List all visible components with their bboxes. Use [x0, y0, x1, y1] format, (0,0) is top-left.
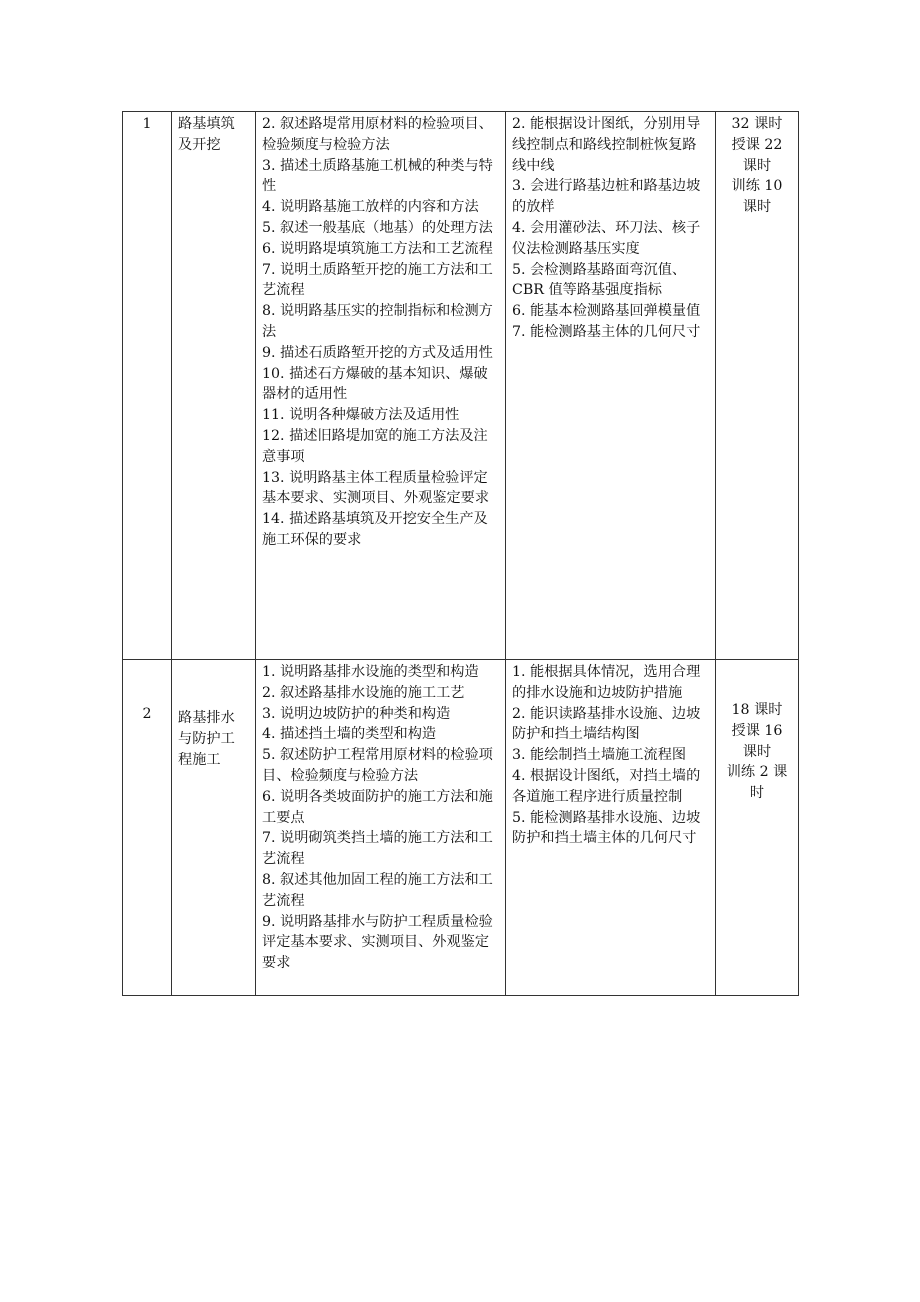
knowledge-item: 8. 叙述其他加固工程的施工方法和工艺流程 — [262, 871, 493, 909]
hours-line: 课时 — [742, 743, 772, 760]
knowledge-item: 4. 说明路基施工放样的内容和方法 — [262, 199, 479, 216]
row-number: 1 — [123, 112, 172, 660]
knowledge-item: 6. 说明路堤填筑施工方法和工艺流程 — [262, 240, 493, 257]
knowledge-item: 5. 叙述一般基底（地基）的处理方法 — [262, 219, 493, 236]
knowledge-item: 9. 说明路基排水与防护工程质量检验评定基本要求、实测项目、外观鉴定要求 — [262, 913, 493, 972]
skill-item: 3. 能绘制挡土墙施工流程图 — [512, 747, 687, 764]
hours-line: 授课 22 — [731, 136, 783, 153]
skill-item: 2. 能根据设计图纸，分别用导线控制点和路线控制桩恢复路线中线 — [512, 116, 701, 174]
knowledge-item: 8. 说明路基压实的控制指标和检测方法 — [262, 303, 493, 340]
class-hours-cell — [716, 112, 799, 660]
skill-item: 4. 根据设计图纸，对挡土墙的各道施工程序进行质量控制 — [512, 767, 701, 805]
hours-line: 训练 2 课 — [726, 764, 788, 781]
table-row — [123, 112, 799, 660]
hours-line: 32 课时 — [731, 116, 783, 132]
unit-name-cell — [172, 112, 256, 660]
skill-item: 3. 会进行路基边桩和路基边坡的放样 — [512, 178, 701, 216]
course-content-table — [122, 111, 799, 996]
skill-item: 7. 能检测路基主体的几何尺寸 — [512, 323, 701, 340]
unit-name-cell — [172, 660, 256, 996]
row-number: 2 — [123, 660, 172, 996]
skill-item: 2. 能识读路基排水设施、边坡防护和挡土墙结构图 — [512, 705, 701, 743]
hours-line: 时 — [749, 785, 765, 802]
table-row — [123, 660, 799, 996]
skill-requirements-cell — [506, 112, 716, 660]
knowledge-item: 10. 描述石方爆破的基本知识、爆破器材的适用性 — [262, 365, 488, 403]
unit-name-line: 与防护工 — [178, 730, 235, 747]
skill-item: 5. 会检测路基路面弯沉值、CBR 值等路基强度指标 — [512, 261, 687, 299]
knowledge-item: 3. 描述土质路基施工机械的种类与特性 — [262, 157, 493, 195]
unit-name-line: 路基排水 — [178, 710, 235, 726]
knowledge-item: 14. 描述路基填筑及开挖安全生产及施工环保的要求 — [262, 511, 488, 548]
knowledge-item: 12. 描述旧路堤加宽的施工方法及注意事项 — [262, 427, 488, 465]
skill-item: 6. 能基本检测路基回弹模量值 — [512, 303, 701, 320]
hours-line: 课时 — [742, 199, 772, 216]
class-hours-cell — [716, 660, 799, 996]
knowledge-item: 7. 说明砌筑类挡土墙的施工方法和工艺流程 — [262, 830, 493, 868]
knowledge-item: 9. 描述石质路堑开挖的方式及适用性 — [262, 344, 493, 361]
knowledge-requirements-cell — [256, 112, 506, 660]
knowledge-item: 5. 叙述防护工程常用原材料的检验项目、检验频度与检验方法 — [262, 747, 493, 784]
skill-item: 4. 会用灌砂法、环刀法、核子仪法检测路基压实度 — [512, 219, 701, 257]
skill-requirements-cell — [506, 660, 716, 996]
knowledge-item: 2. 叙述路基排水设施的施工工艺 — [262, 684, 465, 701]
unit-name-line: 路基填筑 — [178, 116, 235, 132]
knowledge-item: 6. 说明各类坡面防护的施工方法和施工要点 — [262, 788, 493, 826]
knowledge-item: 13. 说明路基主体工程质量检验评定基本要求、实测项目、外观鉴定要求 — [262, 469, 490, 507]
hours-line: 训练 10 — [731, 178, 783, 195]
knowledge-item: 7. 说明土质路堑开挖的施工方法和工艺流程 — [262, 261, 493, 299]
hours-line: 授课 16 — [731, 722, 783, 739]
knowledge-requirements-cell — [256, 660, 506, 996]
knowledge-item: 11. 说明各种爆破方法及适用性 — [262, 407, 460, 424]
hours-line: 18 课时 — [731, 702, 783, 718]
knowledge-item: 2. 叙述路堤常用原材料的检验项目、检验频度与检验方法 — [262, 116, 493, 153]
skill-item: 5. 能检测路基排水设施、边坡防护和挡土墙主体的几何尺寸 — [512, 809, 701, 847]
knowledge-item: 3. 说明边坡防护的种类和构造 — [262, 705, 451, 722]
hours-line: 课时 — [742, 157, 772, 174]
skill-item: 1. 能根据具体情况，选用合理的排水设施和边坡防护措施 — [512, 664, 701, 701]
unit-name-line: 及开挖 — [178, 136, 221, 153]
unit-name-line: 程施工 — [178, 751, 221, 768]
knowledge-item: 1. 说明路基排水设施的类型和构造 — [262, 664, 479, 680]
knowledge-item: 4. 描述挡土墙的类型和构造 — [262, 726, 437, 743]
